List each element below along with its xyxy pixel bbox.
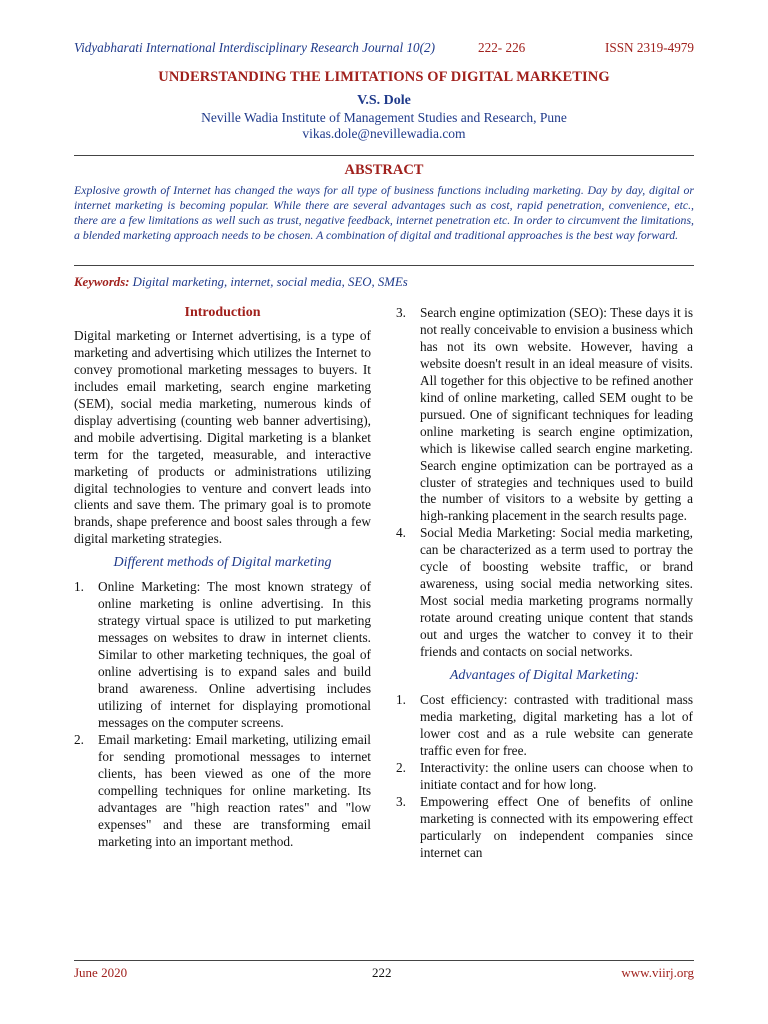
abstract-text: Explosive growth of Internet has changed the ways for all type of business functions including marketing. Day by day, digital or internet marketing is becoming popular. While there are several advantages such as cost, rapid penetration, convenience, etc., there are a few limitations as well such as trust, negative feedback, internet penetration etc. In order to circumvent the limitations, a blended marketing approach needs to be chosen. A combination of digital and traditional approaches is the best way forward. [74, 183, 694, 243]
list-item-text: Email marketing: Email marketing, utilizing email for sending promotional messages to internet clients, has been viewed as one of the more compelling techniques for online marketing. Its advantages are "high reaction rates" and "low expenses" and these are transforming email marketing into an important method. [98, 731, 371, 849]
list-item [396, 525, 693, 661]
right-column [396, 305, 693, 862]
author-affiliation: Neville Wadia Institute of Management Studies and Research, Pune [201, 110, 567, 125]
list-number: 4. [396, 525, 406, 541]
list-item-text: Search engine optimization (SEO): These days it is not really conceivable to envision a business which has not its own website. However, having a website doesn't result in an ideal measure of visits. All together for this objective to be refined another kind of online marketing, called SEM ought to be pursued. One of significant techniques for leading online marketing is search engine optimization, which is likewise called search engine marketing. Search engine optimization can be portrayed as a cluster of strategies and techniques used to build the number of visitors to a website by getting a high-ranking placement in the search results page. [420, 305, 693, 524]
keywords [74, 275, 694, 290]
list-number: 1. [74, 579, 84, 595]
list-item-text: Empowering effect One of benefits of online marketing is connected with its empowering effect particularly on independent companies since internet can [420, 793, 693, 860]
keywords-label: Keywords: [74, 275, 130, 289]
divider-abstract [74, 265, 694, 266]
page-number: 222 [372, 965, 392, 980]
advantages-heading: Advantages of Digital Marketing: [449, 668, 640, 684]
page-footer [74, 965, 694, 983]
list-item-text: Online Marketing: The most known strategy of online marketing is online advertising. In this strategy virtual space is utilized to put marketing messages on websites to draw in internet clients. Similar to other marketing techniques, the goal of online advertising is to expand sales and build brand awareness. Online advertising includes utilizing of internet for displaying promotional messages on the computer screens. [98, 579, 371, 730]
running-header [74, 40, 694, 62]
list-number: 1. [396, 691, 406, 707]
footer-website: www.viirj.org [621, 965, 694, 980]
list-number: 2. [396, 759, 406, 775]
methods-list [74, 579, 371, 850]
divider-footer [74, 960, 694, 961]
list-item [74, 732, 371, 851]
footer-date: June 2020 [74, 965, 128, 980]
list-item-text: Social Media Marketing: Social media marketing, can be characterized as a term used to portray the cycle of boosting website traffic, or brand awareness, using social media networking sites. Most social media marketing programs normally rotate around creating unique content that stands out and urges the watcher to convey it to their friends and contacts on social networks. [420, 525, 693, 660]
issn: ISSN 2319-4979 [604, 40, 694, 55]
journal-name: Vidyabharati International Interdisciplinary Research Journal 10(2) [74, 40, 436, 55]
list-item [396, 794, 693, 862]
author-email: vikas.dole@nevillewadia.com [302, 126, 466, 141]
left-column [74, 305, 371, 851]
methods-list-continued [396, 305, 693, 661]
abstract-heading: ABSTRACT [344, 162, 424, 178]
page-range: 222- 226 [478, 40, 526, 55]
advantages-list [396, 692, 693, 862]
list-number: 3. [396, 305, 406, 320]
list-item [396, 305, 693, 525]
methods-heading: Different methods of Digital marketing [113, 555, 332, 571]
list-item [74, 579, 371, 732]
article-title: UNDERSTANDING THE LIMITATIONS OF DIGITAL MARKETING [158, 69, 610, 85]
introduction-paragraph: Digital marketing or Internet advertising, is a type of marketing and advertising which utilizes the Internet to convey promotional marketing messages to buyers. It includes email marketing, search engine marketing (SEM), social media marketing, numerous kinds of display advertising (counting web banner advertising), and mobile advertising. Digital marketing is a blanket term for the targeted, measurable, and interactive marketing of products or administrations utilizing digital technologies to venture and convert leads into clients and save them. The primary goal is to promote brands, shape preference and boost sales through a few digital marketing strategies. [74, 327, 371, 547]
list-item-text: Interactivity: the online users can choose when to initiate contact and for how long. [420, 759, 693, 792]
introduction-heading: Introduction [184, 305, 261, 320]
list-item-text: Cost efficiency: contrasted with traditional mass media marketing, digital marketing has a lot of lower cost and as a rule website can generate traffic even for free. [420, 691, 693, 758]
list-item [396, 760, 693, 794]
divider-top [74, 155, 694, 156]
list-item [396, 692, 693, 760]
author-name: V.S. Dole [357, 93, 411, 108]
keywords-text: Digital marketing, internet, social media, SEO, SMEs [132, 275, 408, 289]
list-number: 2. [74, 731, 84, 747]
list-number: 3. [396, 793, 406, 809]
